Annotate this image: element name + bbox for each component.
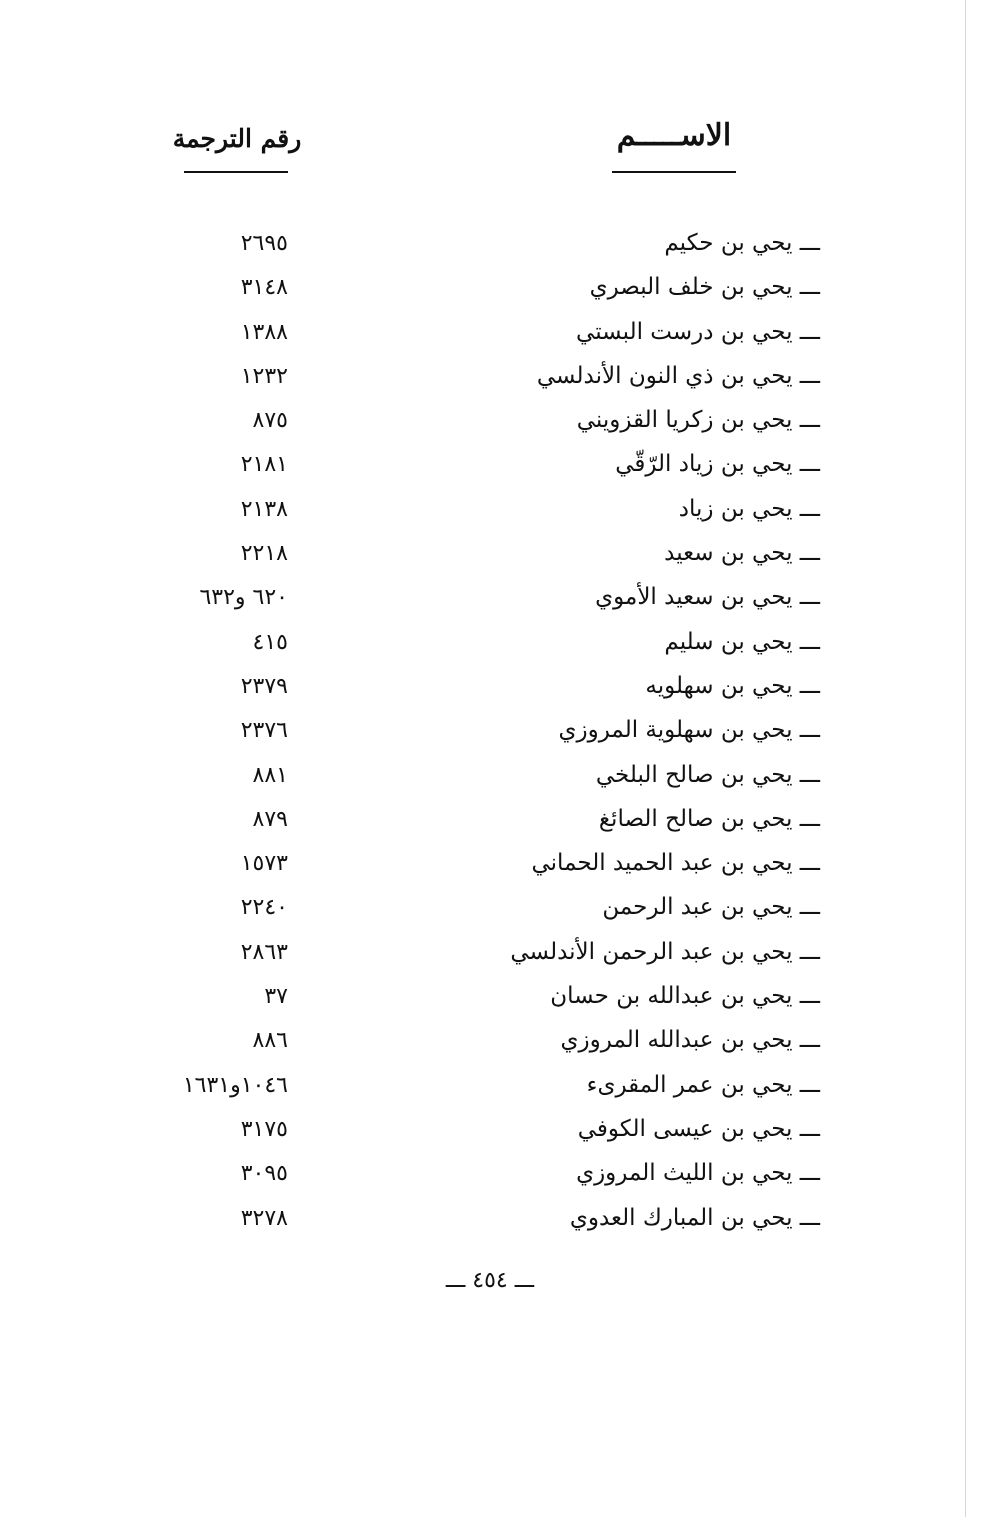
entry-name: ـــ يحي بن سهلويه — [645, 672, 820, 699]
list-item — [0, 222, 1006, 266]
list-item — [0, 576, 1006, 620]
list-item — [0, 842, 1006, 886]
column-header-number: رقم الترجمة — [172, 124, 302, 153]
entry-name: ـــ يحي بن عبدالله بن حسان — [550, 983, 820, 1010]
entry-number: ٨٨٦ — [252, 1028, 288, 1054]
list-item — [0, 311, 1006, 355]
list-item — [0, 1108, 1006, 1152]
entry-name: ـــ يحي بن صالح البلخي — [595, 761, 820, 788]
entry-number: ١٥٧٣ — [240, 851, 288, 877]
entry-number: ٢١٣٨ — [240, 496, 288, 522]
entry-number: ١٣٨٨ — [240, 319, 288, 345]
list-item — [0, 1064, 1006, 1108]
list-item — [0, 355, 1006, 399]
entry-name: ـــ يحي بن عبد الرحمن الأندلسي — [510, 938, 820, 965]
entry-name: ـــ يحي بن سليم — [664, 628, 820, 655]
entry-number: ١٢٣٢ — [240, 363, 288, 389]
entry-number: ٢٢٤٠ — [240, 895, 288, 921]
list-item — [0, 709, 1006, 753]
entry-number: ٣١٧٥ — [240, 1116, 288, 1142]
entry-number: ٣١٤٨ — [240, 275, 288, 301]
list-item — [0, 399, 1006, 443]
entry-name: ـــ يحي بن سهلوية المروزي — [558, 717, 820, 744]
entry-name: ـــ يحي بن زياد — [678, 495, 820, 522]
list-item — [0, 443, 1006, 487]
entry-name: ـــ يحي بن زكريا القزويني — [576, 407, 820, 434]
list-item — [0, 532, 1006, 576]
column-header-number-underline — [184, 171, 288, 173]
list-item — [0, 886, 1006, 930]
entry-name: ـــ يحي بن زياد الرّقّي — [615, 451, 820, 478]
entry-number: ٢١٨١ — [240, 452, 288, 478]
list-item — [0, 754, 1006, 798]
entry-number: ٢٣٧٩ — [240, 673, 288, 699]
entry-name: ـــ يحي بن عبد الرحمن — [602, 894, 820, 921]
entry-name: ـــ يحي بن صالح الصائغ — [598, 805, 820, 832]
entry-number: ٢٦٩٥ — [240, 231, 288, 256]
list-item — [0, 1019, 1006, 1063]
entries-list — [0, 222, 1006, 1241]
list-item — [0, 1152, 1006, 1196]
entry-number: ٨٨١ — [252, 762, 288, 788]
entry-number: ٣٧ — [264, 984, 288, 1010]
column-header-name-underline — [612, 171, 736, 173]
entry-number: ٨٧٩ — [252, 806, 288, 832]
entry-name: ـــ يحي بن سعيد الأموي — [595, 584, 820, 611]
entry-name: ـــ يحي بن حكيم — [664, 230, 820, 256]
entry-number: ٢٢١٨ — [240, 541, 288, 567]
list-item — [0, 931, 1006, 975]
list-item — [0, 621, 1006, 665]
entry-name: ـــ يحي بن عيسى الكوفي — [577, 1115, 820, 1142]
entry-number: ٢٨٦٣ — [240, 939, 288, 965]
column-header-name: الاســـــم — [616, 118, 732, 153]
entry-number: ٣٢٧٨ — [240, 1205, 288, 1231]
entry-number: ٣٠٩٥ — [240, 1161, 288, 1187]
entry-name: ـــ يحي بن الليث المروزي — [576, 1160, 820, 1187]
entry-name: ـــ يحي بن عبدالله المروزي — [560, 1027, 820, 1054]
entry-number: ٤١٥ — [252, 629, 288, 655]
list-item — [0, 798, 1006, 842]
entry-number: ١٠٤٦و١٦٣١ — [182, 1072, 288, 1098]
entry-name: ـــ يحي بن خلف البصري — [589, 274, 820, 301]
list-item — [0, 975, 1006, 1019]
list-item — [0, 266, 1006, 310]
list-item — [0, 488, 1006, 532]
entry-number: ٦٢٠ و٦٣٢ — [199, 585, 288, 611]
entry-number: ٢٣٧٦ — [240, 718, 288, 744]
page-number: ـــ ٤٥٤ ـــ — [445, 1268, 535, 1293]
entry-name: ـــ يحي بن ذي النون الأندلسي — [536, 362, 820, 389]
entry-name: ـــ يحي بن عبد الحميد الحماني — [531, 850, 820, 877]
list-item — [0, 1197, 1006, 1241]
entry-name: ـــ يحي بن عمر المقرىء — [586, 1071, 820, 1098]
entry-name: ـــ يحي بن درست البستي — [576, 318, 820, 345]
entry-name: ـــ يحي بن المبارك العدوي — [569, 1204, 820, 1231]
entry-name: ـــ يحي بن سعيد — [664, 540, 820, 567]
entry-number: ٨٧٥ — [252, 408, 288, 434]
list-item — [0, 665, 1006, 709]
